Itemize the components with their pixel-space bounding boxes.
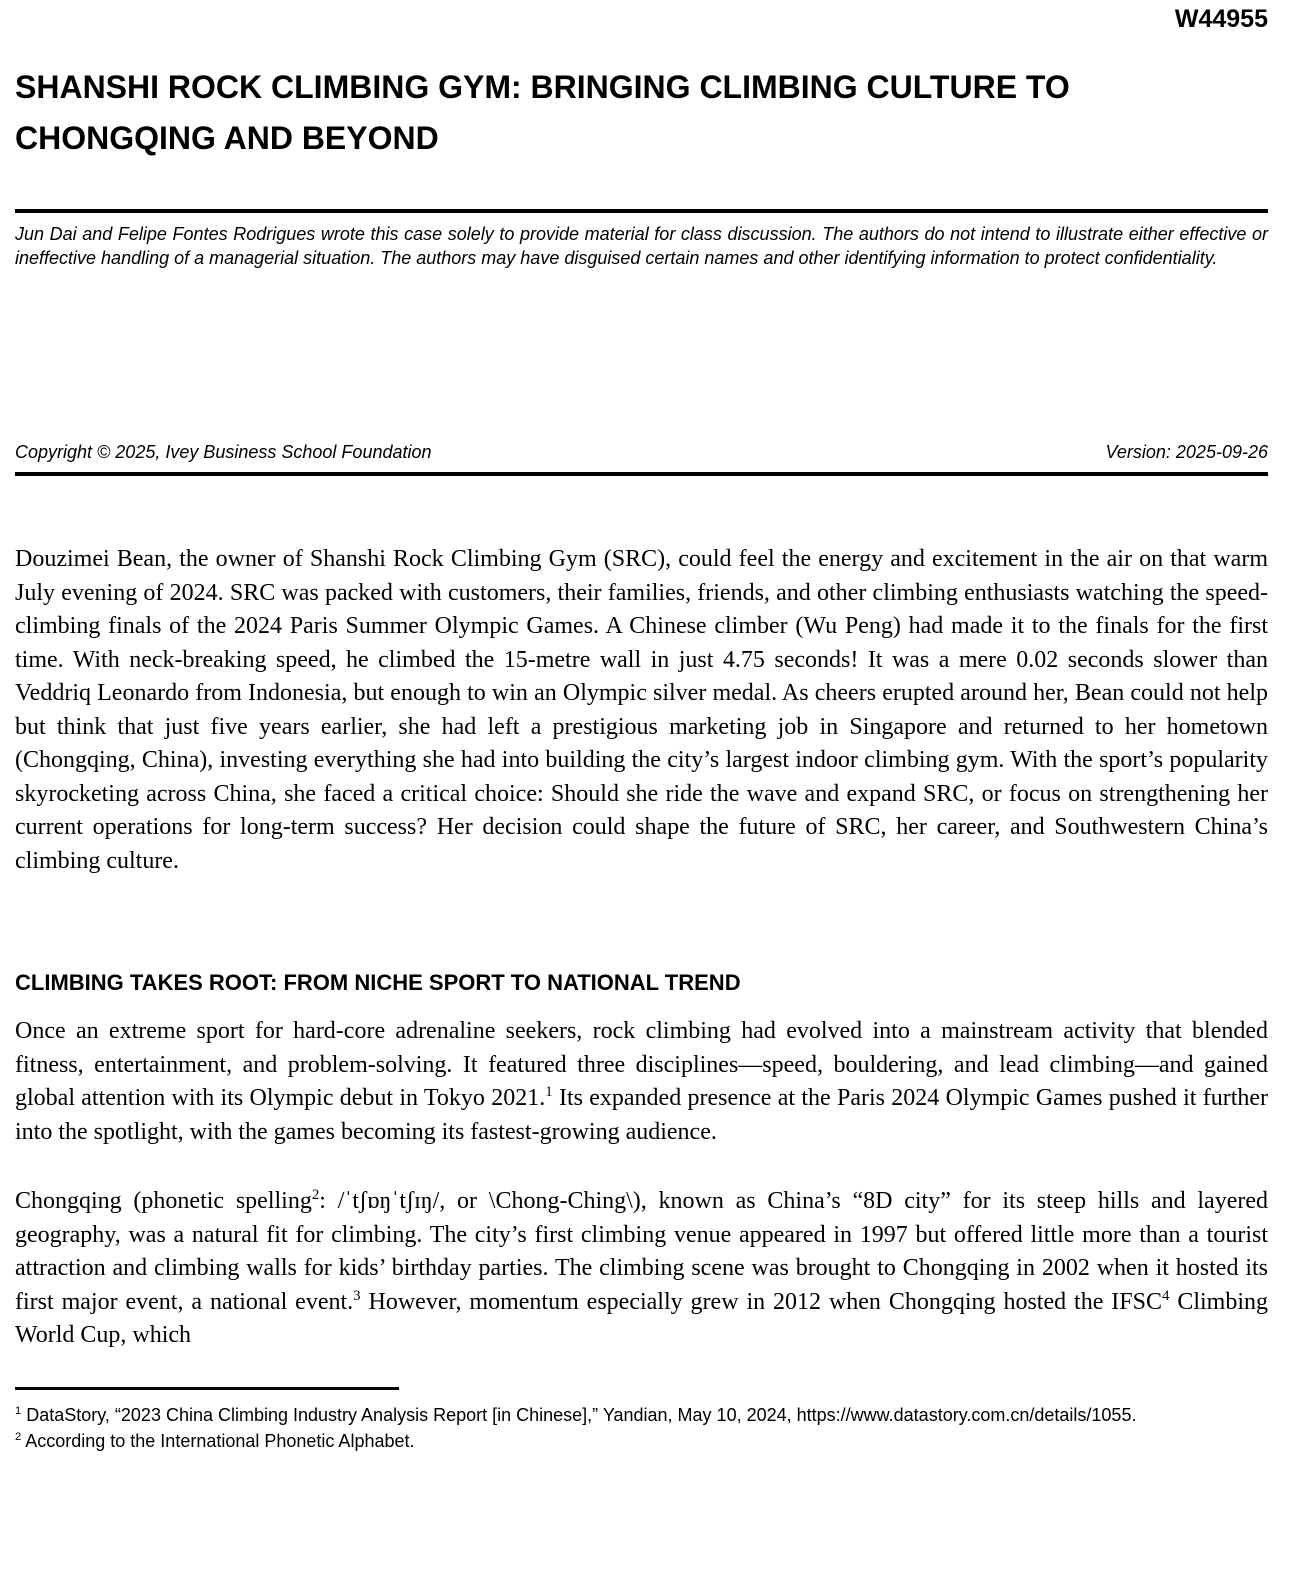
paragraph-sport-evolution bbox=[15, 1015, 1268, 1149]
paragraph-sport-evolution-text: Once an extreme sport for hard-core adrenaline seekers, rock climbing had evolved into a mainstream activity that blended fitness, entertainment, and problem-solving. It featured three disciplines—speed, bouldering, and lead climbing—and gained global attention with its Olympic debut in Tokyo 2021. bbox=[15, 1018, 1268, 1111]
paragraph-chongqing bbox=[15, 1185, 1268, 1353]
footnote-1-url[interactable]: https://www.datastory.com.cn/details/1055. bbox=[796, 1404, 1137, 1425]
paragraph-sport-evolution-text-2: Its expanded presence at the Paris 2024 Olympic Games pushed it further into the spotlight, with the games becoming its fastest-growing audience. bbox=[15, 1085, 1269, 1145]
footnote-separator bbox=[15, 1387, 399, 1390]
disclaimer-text: Jun Dai and Felipe Fontes Rodrigues wrote this case solely to provide material for class discussion. The authors do not intend to illustrate either effective or ineffective handling of a managerial situation. The authors may have disguised certain names and other identifying information to protect confidentiality. bbox=[15, 224, 1268, 268]
paragraph-chongqing-text-4: Climbing World Cup, which bbox=[15, 1288, 1269, 1348]
title-divider-rule bbox=[15, 209, 1268, 213]
version-text: Version: 2025-09-26 bbox=[1105, 442, 1268, 462]
footnote-ref-1: 1 bbox=[545, 1084, 553, 1100]
footnote-2-text: According to the International Phonetic Alphabet. bbox=[21, 1430, 415, 1451]
footnote-1 bbox=[15, 1402, 1268, 1428]
paragraph-chongqing-text-3: However, momentum especially grew in 2012 when Chongqing hosted the IFSC bbox=[360, 1288, 1162, 1315]
footnote-1-marker: 1 bbox=[15, 1404, 22, 1417]
footnote-ref-4: 4 bbox=[1161, 1287, 1170, 1304]
copyright-text: Copyright © 2025, Ivey Business School Foundation bbox=[15, 442, 432, 462]
footnote-2-marker: 2 bbox=[15, 1430, 22, 1443]
doc-number: W44955 bbox=[1174, 5, 1268, 33]
footnote-2 bbox=[15, 1428, 1268, 1454]
footnote-1-text: DataStory, “2023 China Climbing Industry Analysis Report [in Chinese],” Yandian, May 10, 2024, bbox=[21, 1404, 797, 1425]
header-divider-rule bbox=[15, 472, 1268, 476]
footnote-ref-3: 3 bbox=[353, 1287, 361, 1304]
paragraph-chongqing-text-2: : /ˈtʃɒŋˈtʃɪŋ/, or \Chong-Ching\), known as China’s “8D city” for its steep hills and layered geography, was a natural fit for climbing. The city’s first climbing venue appeared in 1997 but offered little more than a tourist attraction and climbing walls for kids’ birthday parties. The climbing scene was brought to Chongqing in 2002 when it hosted its first major event, a national event. bbox=[15, 1188, 1268, 1315]
document-title: SHANSHI ROCK CLIMBING GYM: BRINGING CLIMBING CULTURE TO CHONGQING AND BEYOND bbox=[15, 69, 1070, 156]
footnotes-section bbox=[15, 1402, 1268, 1454]
meta-row bbox=[15, 440, 1268, 464]
paragraph-chongqing-text: Chongqing (phonetic spelling bbox=[15, 1188, 312, 1214]
paragraph-intro-text: Douzimei Bean, the owner of Shanshi Rock Climbing Gym (SRC), could feel the energy and excitement in the air on that warm July evening of 2024. SRC was packed with customers, their families, friends, and other climbing enthusiasts watching the speed-climbing finals of the 2024 Paris Summer Olympic Games. A Chinese climber (Wu Peng) had made it to the finals for the first time. With neck-breaking speed, he climbed the 15-metre wall in just 4.75 seconds! It was a mere 0.02 seconds slower than Veddriq Leonardo from Indonesia, but enough to win an Olympic silver medal. As cheers erupted around her, Bean could not help but think that just five years earlier, she had left a prestigious marketing job in Singapore and returned to her hometown (Chongqing, China), investing everything she had into building the city’s largest indoor climbing gym. With the sport’s popularity skyrocketing across China, she faced a critical choice: Should she ride the wave and expand SRC, or focus on strengthening her current operations for long-term success? Her decision could shape the future of SRC, her career, and Southwestern China’s climbing culture. bbox=[15, 546, 1268, 874]
paragraph-intro bbox=[15, 543, 1268, 878]
section-heading: CLIMBING TAKES ROOT: FROM NICHE SPORT TO NATIONAL TREND bbox=[15, 970, 741, 995]
footnote-ref-2: 2 bbox=[311, 1187, 320, 1203]
